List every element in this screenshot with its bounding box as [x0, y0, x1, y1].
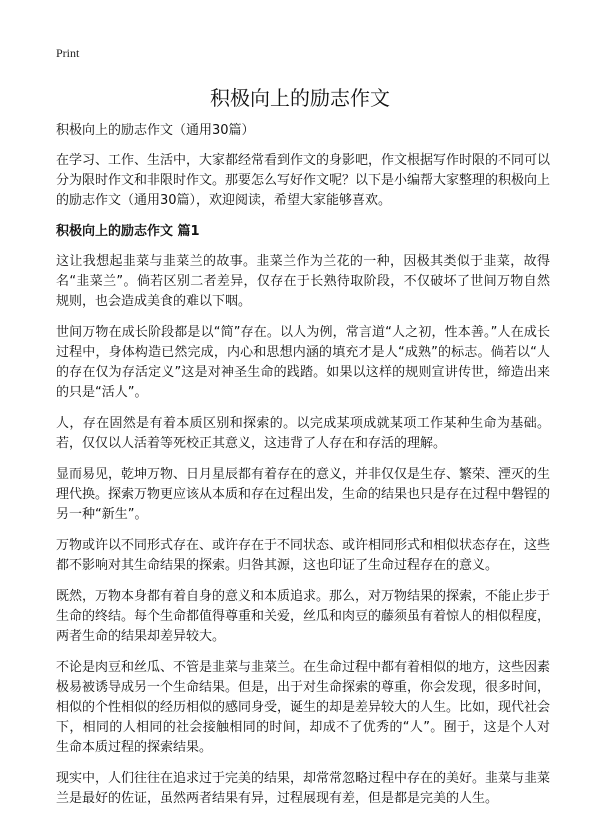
page-title: 积极向上的励志作文: [210, 86, 390, 110]
body-paragraph: 世间万物在成长阶段都是以“简”存在。以人为例，常言道“人之初，性本善。”人在成长过程中，身体构造已然完成，内心和思想内涵的填充才是人“成熟”的标志。倘若以“人的存在仅为存活定义”这是对神圣生命的践踏。如果以这样的规则宣讲传世，缔造出来的只是“活人”。: [56, 325, 550, 400]
body-paragraph: 万物或许以不同形式存在、或许存在于不同状态、或许相同形式和相似状态存在，这些都不影响对其生命结果的探索。归咎其源，这也印证了生命过程存在的意义。: [56, 538, 551, 573]
body-paragraph: 这让我想起韭菜与韭菜兰的故事。韭菜兰作为兰花的一种，因极其类似于韭菜，故得名“韭菜兰”。倘若区别二者差异，仅存在于长熟待取阶段，不仅破坏了世间万物自然规则，也会造成美食的难以下咽。: [56, 254, 550, 309]
body-paragraph: 既然，万物本身都有着自身的意义和本质追求。那么，对万物结果的探索，不能止步于生命的终结。每个生命都值得尊重和关爱，丝瓜和肉豆的藤须虽有着惊人的相似程度，两者生命的结果却差异较大。: [56, 589, 551, 644]
body-paragraph: 人，存在固然是有着本质区别和探索的。以完成某项成就某项工作某种生命为基础。若，仅仅以人活着等死校正其意义，这违背了人存在和存活的理解。: [56, 416, 550, 451]
print-link[interactable]: Print: [56, 46, 80, 60]
body-paragraph: 显而易见，乾坤万物、日月星辰都有着存在的意义，并非仅仅是生存、繁荣、湮灭的生理代换。探索万物更应该从本质和存在过程出发，生命的结果也只是存在过程中磐锃的另一种“新生”。: [56, 467, 551, 522]
intro-paragraph: 在学习、工作、生活中，大家都经常看到作文的身影吧，作文根据写作时限的不同可以分为限时作文和非限时作文。那要怎么写好作文呢？以下是小编帮大家整理的积极向上的励志作文（通用30篇），欢迎阅读，希望大家能够喜欢。: [56, 153, 551, 208]
section-heading: 积极向上的励志作文 篇1: [56, 224, 200, 239]
article-body: [56, 121, 550, 820]
article-subtitle: 积极向上的励志作文（通用30篇）: [56, 123, 255, 138]
body-paragraph: 现实中，人们往往在追求过于完美的结果，却常常忽略过程中存在的美好。韭菜与韭菜兰是最好的佐证，虽然两者结果有异，过程展现有差，但是都是完美的人生。: [56, 771, 551, 806]
body-paragraph: 不论是肉豆和丝瓜、不管是韭菜与韭菜兰。在生命过程中都有着相似的地方，这些因素极易被诱导成另一个生命结果。但是，出于对生命探索的尊重，你会发现，很多时间，相似的个性相似的经历相似的感同身受，诞生的却是差异较大的人生。比如，现代社会下，相同的人相同的社会接触相同的时间，却成不了优秀的“人”。囿于，这是个人对生命本质过程的探索结果。: [56, 660, 551, 755]
